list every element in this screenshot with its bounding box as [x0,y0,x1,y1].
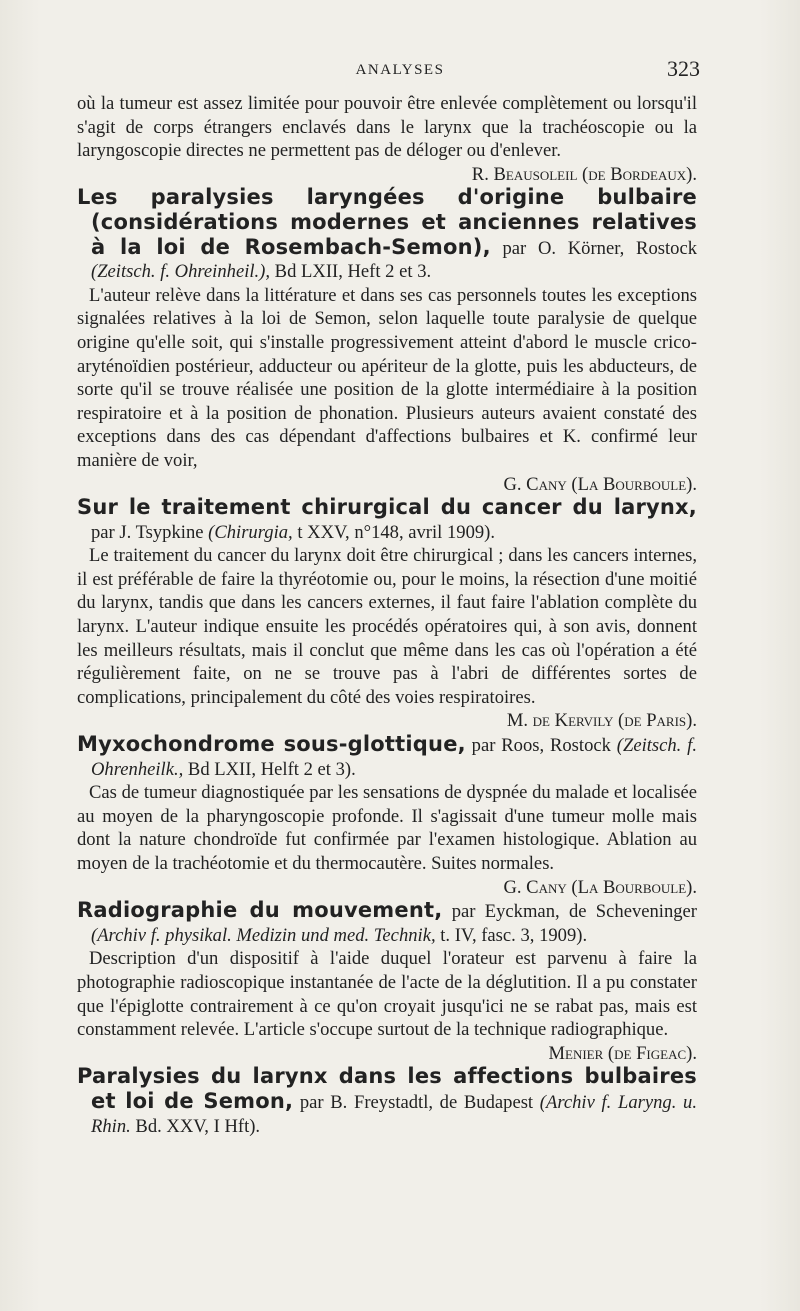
entry-title: Sur le traitement chirurgical du cancer du larynx, [77,495,697,520]
entry-heading [77,186,697,283]
entry-body: Description d'un dispositif à l'aide duquel l'orateur est parvenu à faire la photographie radioscopique instantanée de l'acte de la déglutition. Il a pu constater que l'épiglotte contrairement à ce qu'on croyait jusqu'ici ne se rabat pas, mais est constamment relevée. L'article s'occupe surtout de la technique radiographique. [77,948,697,1041]
entry-body: L'auteur relève dans la littérature et dans ses cas personnels toutes les exceptions signalées relatives à la loi de Semon, selon laquelle toute paralysie de quelque origine qu'elle soit, qui s'installe progressivement atteint d'abord le muscle crico-aryténoïdien postérieur, adducteur ou apériteur de la glotte, puis les abducteurs, de sorte qu'il se trouve réalisée une position de la glotte intermédiaire à la position respiratoire et à la position de phonation. Plusieurs auteurs avaient constaté des exceptions dans des cas dépendant d'affections bulbaires et K. confirmé leur manière de voir, [77,284,697,471]
entry-body: Cas de tumeur diagnostiquée par les sensations de dyspnée du malade et localisée au moyen de la pharyngoscopie profonde. Il s'agissait d'une tumeur molle mais dont la nature chondroïde fut confirmée par l'examen histologique. Ablation au moyen de la trachéotomie et du thermocautère. Suites normales. [77,782,697,874]
entry-signature [77,709,697,733]
entry-source: (Zeitsch. f. Ohreinheil.), [91,261,271,283]
entry-source: (Chirurgia, [208,521,293,543]
signature-text: R. Beausoleil (de Bordeaux). [471,163,697,185]
entry-title: Radiographie du mouvement, [77,898,443,923]
intro-paragraph: où la tumeur est assez limitée pour pouvoir être enlevée complètement ou lorsqu'il s'agit de corps étrangers enclavés dans le larynx que la trachéoscopie ou la laryngoscopie directes ne permettent pas de déloger ou d'enlever. [77,93,697,162]
page-header [0,56,800,86]
entry-1 [77,496,697,733]
entry-heading [77,733,697,781]
entry-byline: par O. Körner, Rostock [490,237,697,259]
entry-signature [77,473,697,497]
entry-byline: par B. Freystadtl, de Budapest [293,1091,540,1113]
entry-source: (Zeitsch. f. Ohrenheilk., [91,735,697,780]
running-head: ANALYSES [355,62,445,78]
entry-byline: par J. Tsypkine [91,521,209,543]
entry-heading [77,496,697,544]
entry-heading [77,899,697,947]
entry-details: Bd LXII, Helft 2 et 3). [183,758,356,780]
entry-body: Le traitement du cancer du larynx doit être chirurgical ; dans les cancers internes, il est préférable de faire la thyréotomie ou, pour le moins, la résection d'une moitié du larynx, tandis que dans les cancers externes, il faut faire l'ablation complète du larynx. L'auteur indique ensuite les procédés opératoires qui, à son avis, donnent les meilleurs résultats, mais il conclut que même dans les cas où l'opération a été régulièrement faite, on ne se trouve pas à l'abri de différentes sortes de complications, principalement du côté des voies respiratoires. [77,545,697,708]
entry-byline: par Roos, Rostock [465,735,617,757]
entry-source: (Archiv f. physikal. Medizin und med. Technik, [91,924,436,946]
entry-0 [77,186,697,496]
signature-text: G. Cany (La Bourboule). [503,876,697,898]
article-column [77,92,697,1138]
entry-4 [77,1065,697,1138]
signature-text: Menier (de Figeac). [548,1042,697,1064]
entry-signature [77,1042,697,1066]
entry-heading [77,1065,697,1138]
entry-details: Bd. XXV, I Hft). [130,1115,261,1137]
entry-2 [77,733,697,899]
entry-source: (Archiv f. Laryng. u. Rhin. [91,1091,697,1137]
entry-signature [77,876,697,900]
signature-text: M. de Kervily (de Paris). [506,710,697,732]
entry-details: t. IV, fasc. 3, 1909). [435,924,588,946]
entry-title: Myxochondrome sous-glottique, [77,732,466,757]
page-number: 323 [667,56,700,81]
entry-3 [77,899,697,1065]
entry-details: Bd LXII, Heft 2 et 3. [270,261,432,283]
intro-signature [77,163,697,187]
entry-title: Les paralysies laryngées d'origine bulbaire (considérations modernes et anciennes relatives à la loi de Rosembach-Semon), [77,185,697,259]
entry-byline: par Eyckman, de Scheveninger [442,901,697,923]
signature-text: G. Cany (La Bourboule). [503,473,697,495]
entry-details: t XXV, n°148, avril 1909). [292,521,496,543]
entry-title: Paralysies du larynx dans les affections bulbaires et loi de Semon, [77,1064,697,1113]
